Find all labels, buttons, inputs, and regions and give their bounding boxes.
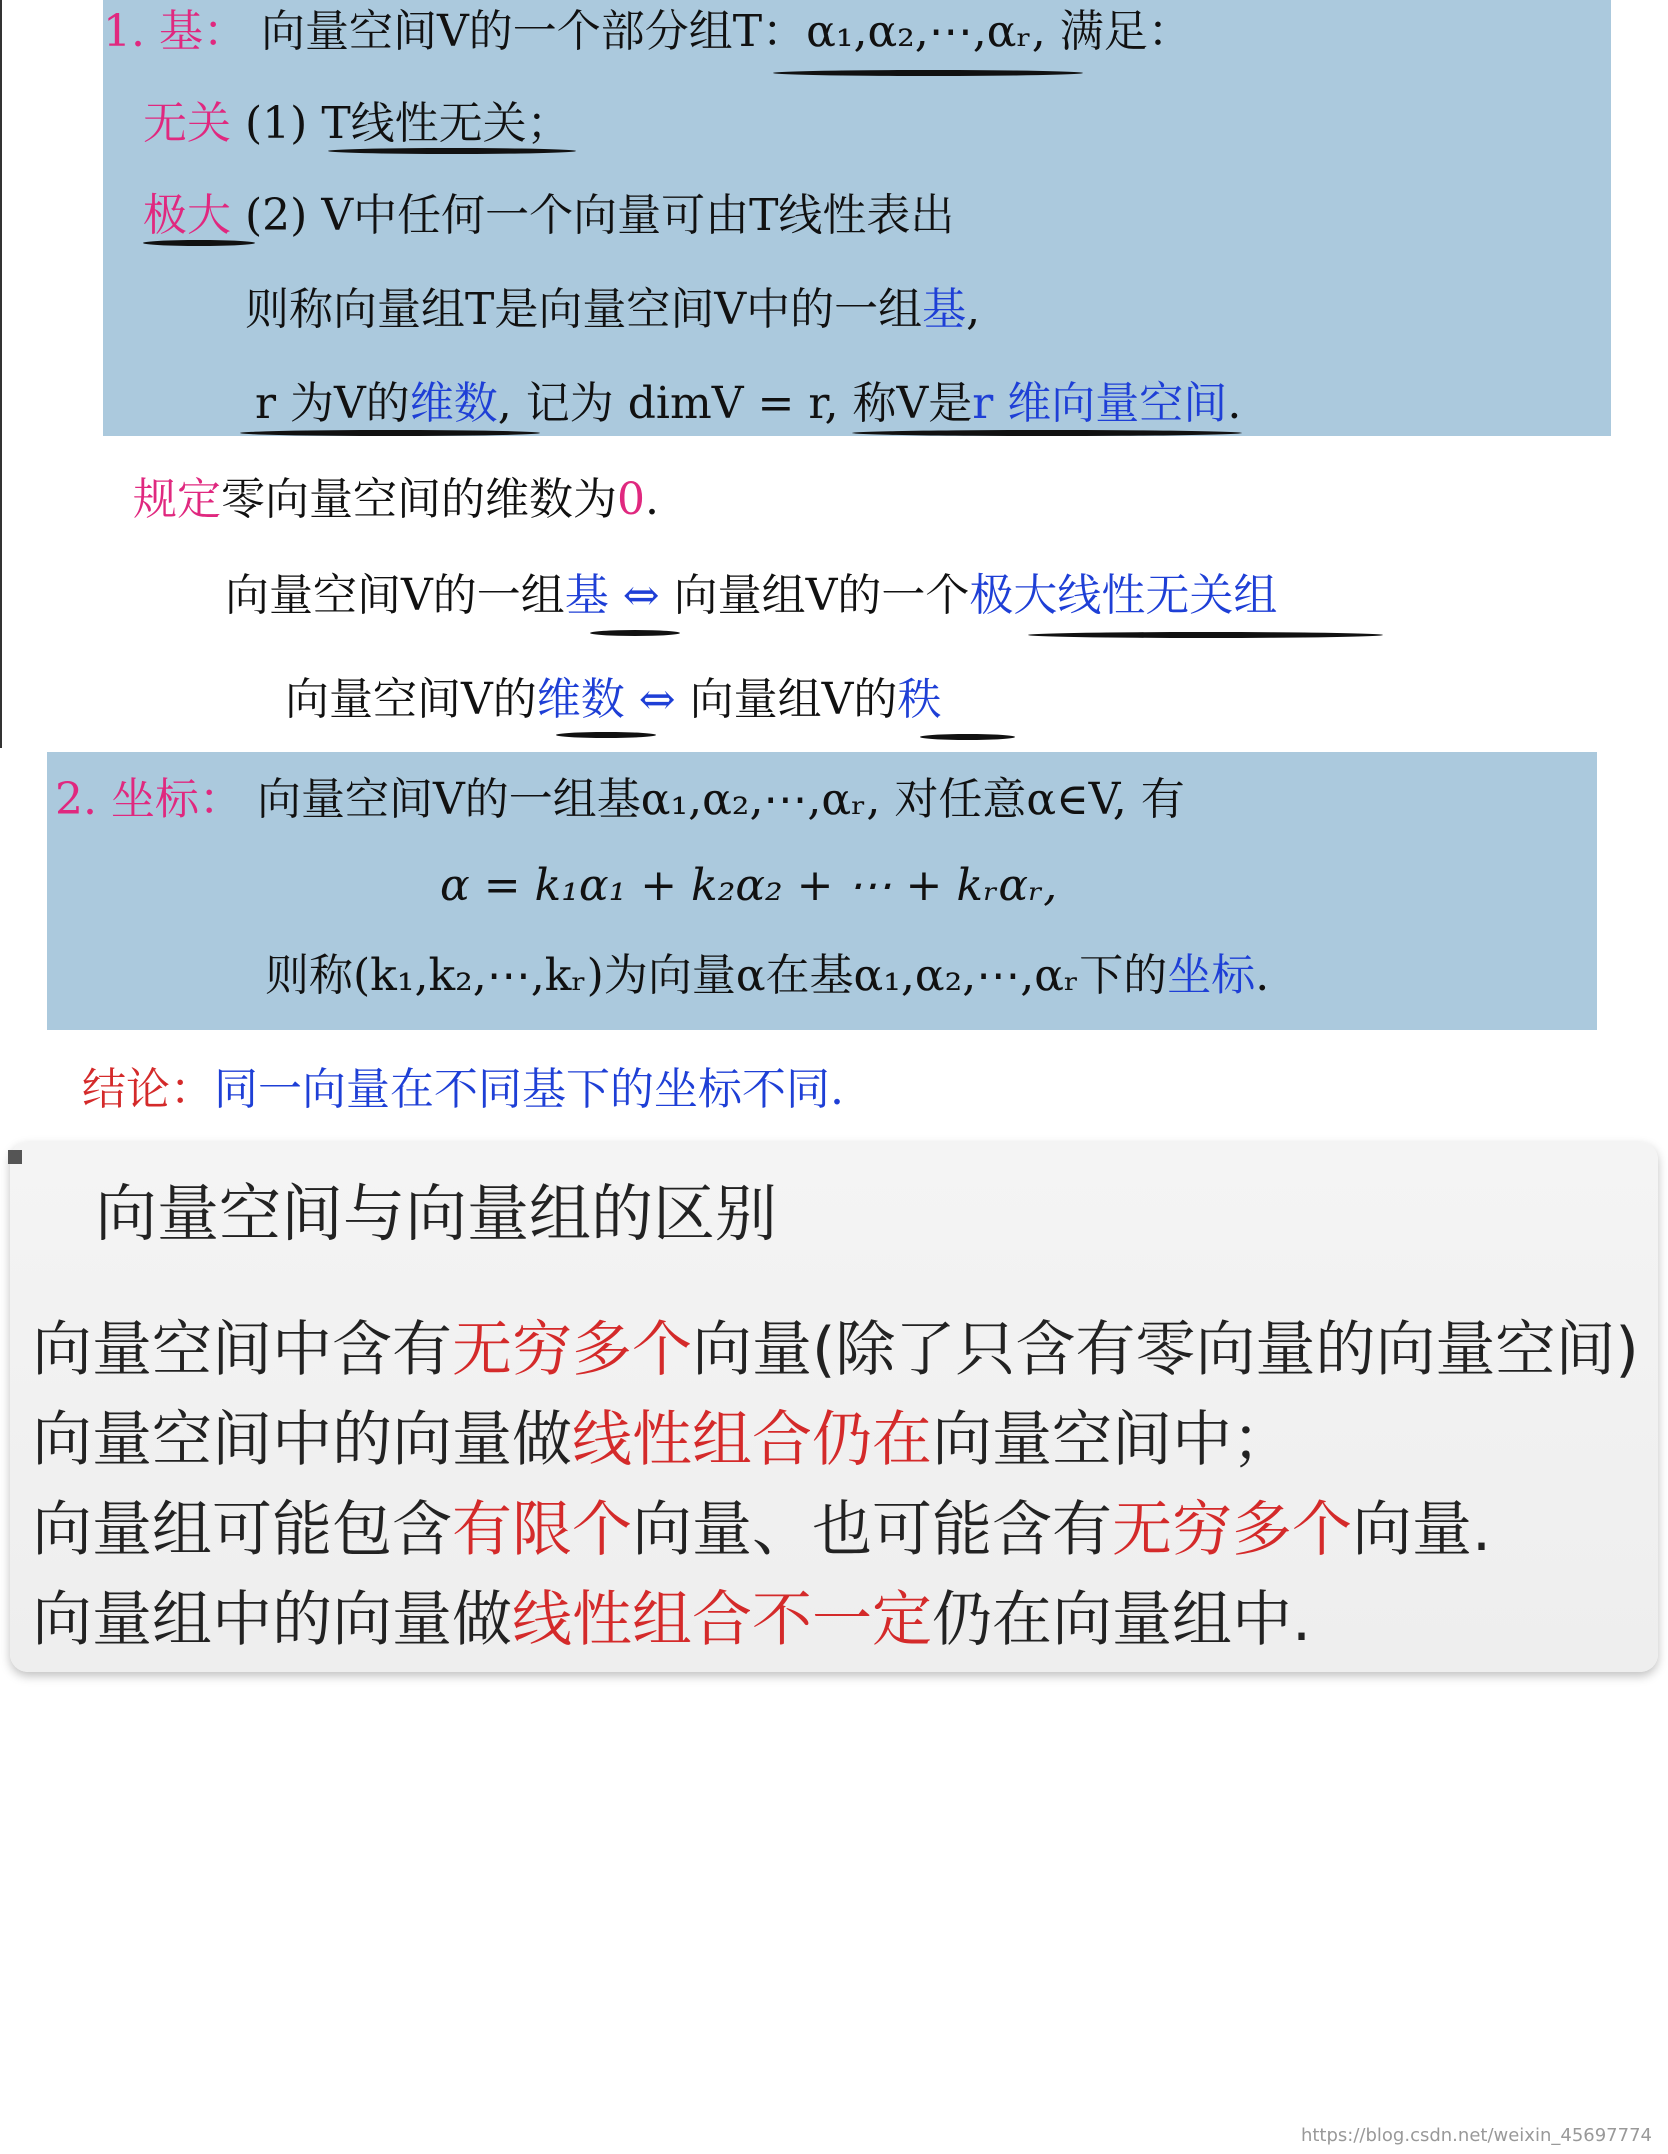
dimension-text-b: , 记为 dimV = r, 称V是 — [497, 378, 973, 429]
equiv1-left: 向量空间V的一组 — [225, 570, 565, 621]
row4-text-a: 向量组中的向量做 — [32, 1585, 512, 1655]
row2-text-b: 向量空间中； — [932, 1405, 1292, 1475]
source-credit: https://blog.csdn.net/weixin_45697774 — [1300, 2125, 1652, 2146]
condition-2-tag: 极大 — [143, 190, 231, 241]
equiv1-left-key: 基 — [564, 570, 609, 621]
equiv2-left: 向量空间V的 — [285, 674, 537, 725]
equivalence-basis-line — [225, 568, 1277, 624]
underline-independent — [328, 148, 576, 154]
underline-dimension — [240, 430, 540, 436]
equiv2-left-key: 维数 — [536, 674, 625, 725]
coordinate-then-line — [265, 948, 1269, 1004]
zero-space-rule — [133, 472, 659, 528]
equivalence-arrow: ⇔ — [622, 570, 660, 621]
condition-1-text: (1) T线性无关； — [245, 98, 571, 149]
equiv1-right: 向量组V的一个 — [673, 570, 970, 621]
rule-end: . — [645, 474, 659, 525]
section2-number: 2. — [55, 774, 97, 825]
row1-text-b: 向量(除了只含有零向量的向量空间) — [692, 1315, 1639, 1385]
equivalence-arrow: ⇔ — [638, 674, 676, 725]
basis-definition-text: 向量空间V的一个部分组T：α₁,α₂,⋯,αᵣ, 满足： — [260, 6, 1192, 57]
coordinate-definition-line — [55, 772, 1185, 828]
condition-2-text: (2) V中任何一个向量可由T线性表出 — [245, 190, 955, 241]
dimension-keyword: 维数 — [409, 378, 498, 429]
underline-maximal-set — [1028, 632, 1383, 638]
equivalence-dimension-line — [285, 672, 941, 728]
dimension-line — [255, 376, 1241, 432]
equiv2-right: 向量组V的 — [689, 674, 898, 725]
underline-vector-set — [773, 70, 1083, 76]
rule-tag: 规定 — [133, 474, 221, 525]
basis-then-line — [245, 282, 980, 338]
row1-text-a: 向量空间中含有 — [32, 1315, 452, 1385]
equation-text: α = k₁α₁ + k₂α₂ + ⋯ + kᵣαᵣ, — [440, 860, 1058, 911]
basis-then-end: , — [966, 284, 981, 335]
panel-heading: 向量空间与向量组的区别 — [95, 1177, 778, 1250]
difference-row-1 — [32, 1302, 1639, 1388]
underline-maximal — [143, 240, 255, 246]
space-vs-set-panel — [10, 1142, 1658, 1672]
difference-row-3 — [32, 1482, 1491, 1568]
basis-definition-line — [103, 4, 1192, 60]
conclusion-text: 同一向量在不同基下的坐标不同. — [214, 1064, 844, 1115]
basis-keyword: 基 — [922, 284, 967, 335]
basis-then-text: 则称向量组T是向量空间V中的一组 — [245, 284, 923, 335]
coordinate-definition-text: 向量空间V的一组基α₁,α₂,⋯,αᵣ, 对任意α∈V, 有 — [256, 774, 1185, 825]
row3-highlight-2: 无穷多个 — [1112, 1495, 1352, 1565]
section1-colon: ： — [202, 6, 247, 57]
section1-number: 1. — [103, 6, 145, 57]
equiv2-right-key: 秩 — [897, 674, 942, 725]
difference-row-2 — [32, 1392, 1292, 1478]
condition-1-line — [143, 96, 571, 152]
condition-2-line — [143, 188, 954, 244]
row2-text-a: 向量空间中的向量做 — [32, 1405, 572, 1475]
row3-text-a: 向量组可能包含 — [32, 1495, 452, 1565]
coordinate-then-text: 则称(k₁,k₂,⋯,kᵣ)为向量α在基α₁,α₂,⋯,αᵣ下的 — [265, 950, 1168, 1001]
r-dimensional-keyword: r 维向量空间 — [972, 378, 1228, 429]
rule-value: 0 — [617, 474, 645, 525]
conclusion-line — [82, 1062, 844, 1118]
conclusion-tag: 结论： — [82, 1064, 214, 1115]
section1-title: 基 — [158, 6, 203, 57]
dimension-end: . — [1227, 378, 1242, 429]
underline-r-space — [852, 430, 1242, 436]
row1-highlight: 无穷多个 — [452, 1315, 692, 1385]
row3-text-b: 向量、也可能含有 — [632, 1495, 1112, 1565]
coordinate-then-end: . — [1255, 950, 1270, 1001]
underline-basis — [590, 630, 680, 636]
panel-corner-mark — [8, 1150, 22, 1164]
condition-1-tag: 无关 — [143, 98, 231, 149]
underline-dimension-2 — [556, 732, 656, 738]
coordinate-keyword: 坐标 — [1167, 950, 1256, 1001]
equiv1-right-key: 极大线性无关组 — [969, 570, 1278, 621]
section2-colon: ： — [198, 774, 243, 825]
dimension-text-a: r 为V的 — [255, 378, 410, 429]
row3-highlight: 有限个 — [452, 1495, 632, 1565]
row4-highlight: 线性组合不一定 — [512, 1585, 932, 1655]
row3-text-c: 向量. — [1352, 1495, 1492, 1565]
rule-text: 零向量空间的维数为 — [221, 474, 617, 525]
underline-rank — [920, 734, 1015, 740]
left-margin-rule — [0, 0, 2, 748]
difference-row-4 — [32, 1572, 1311, 1658]
section2-title: 坐标 — [110, 774, 199, 825]
row4-text-b: 仍在向量组中. — [932, 1585, 1312, 1655]
row2-highlight: 线性组合仍在 — [572, 1405, 932, 1475]
linear-combination-equation — [440, 858, 1057, 914]
